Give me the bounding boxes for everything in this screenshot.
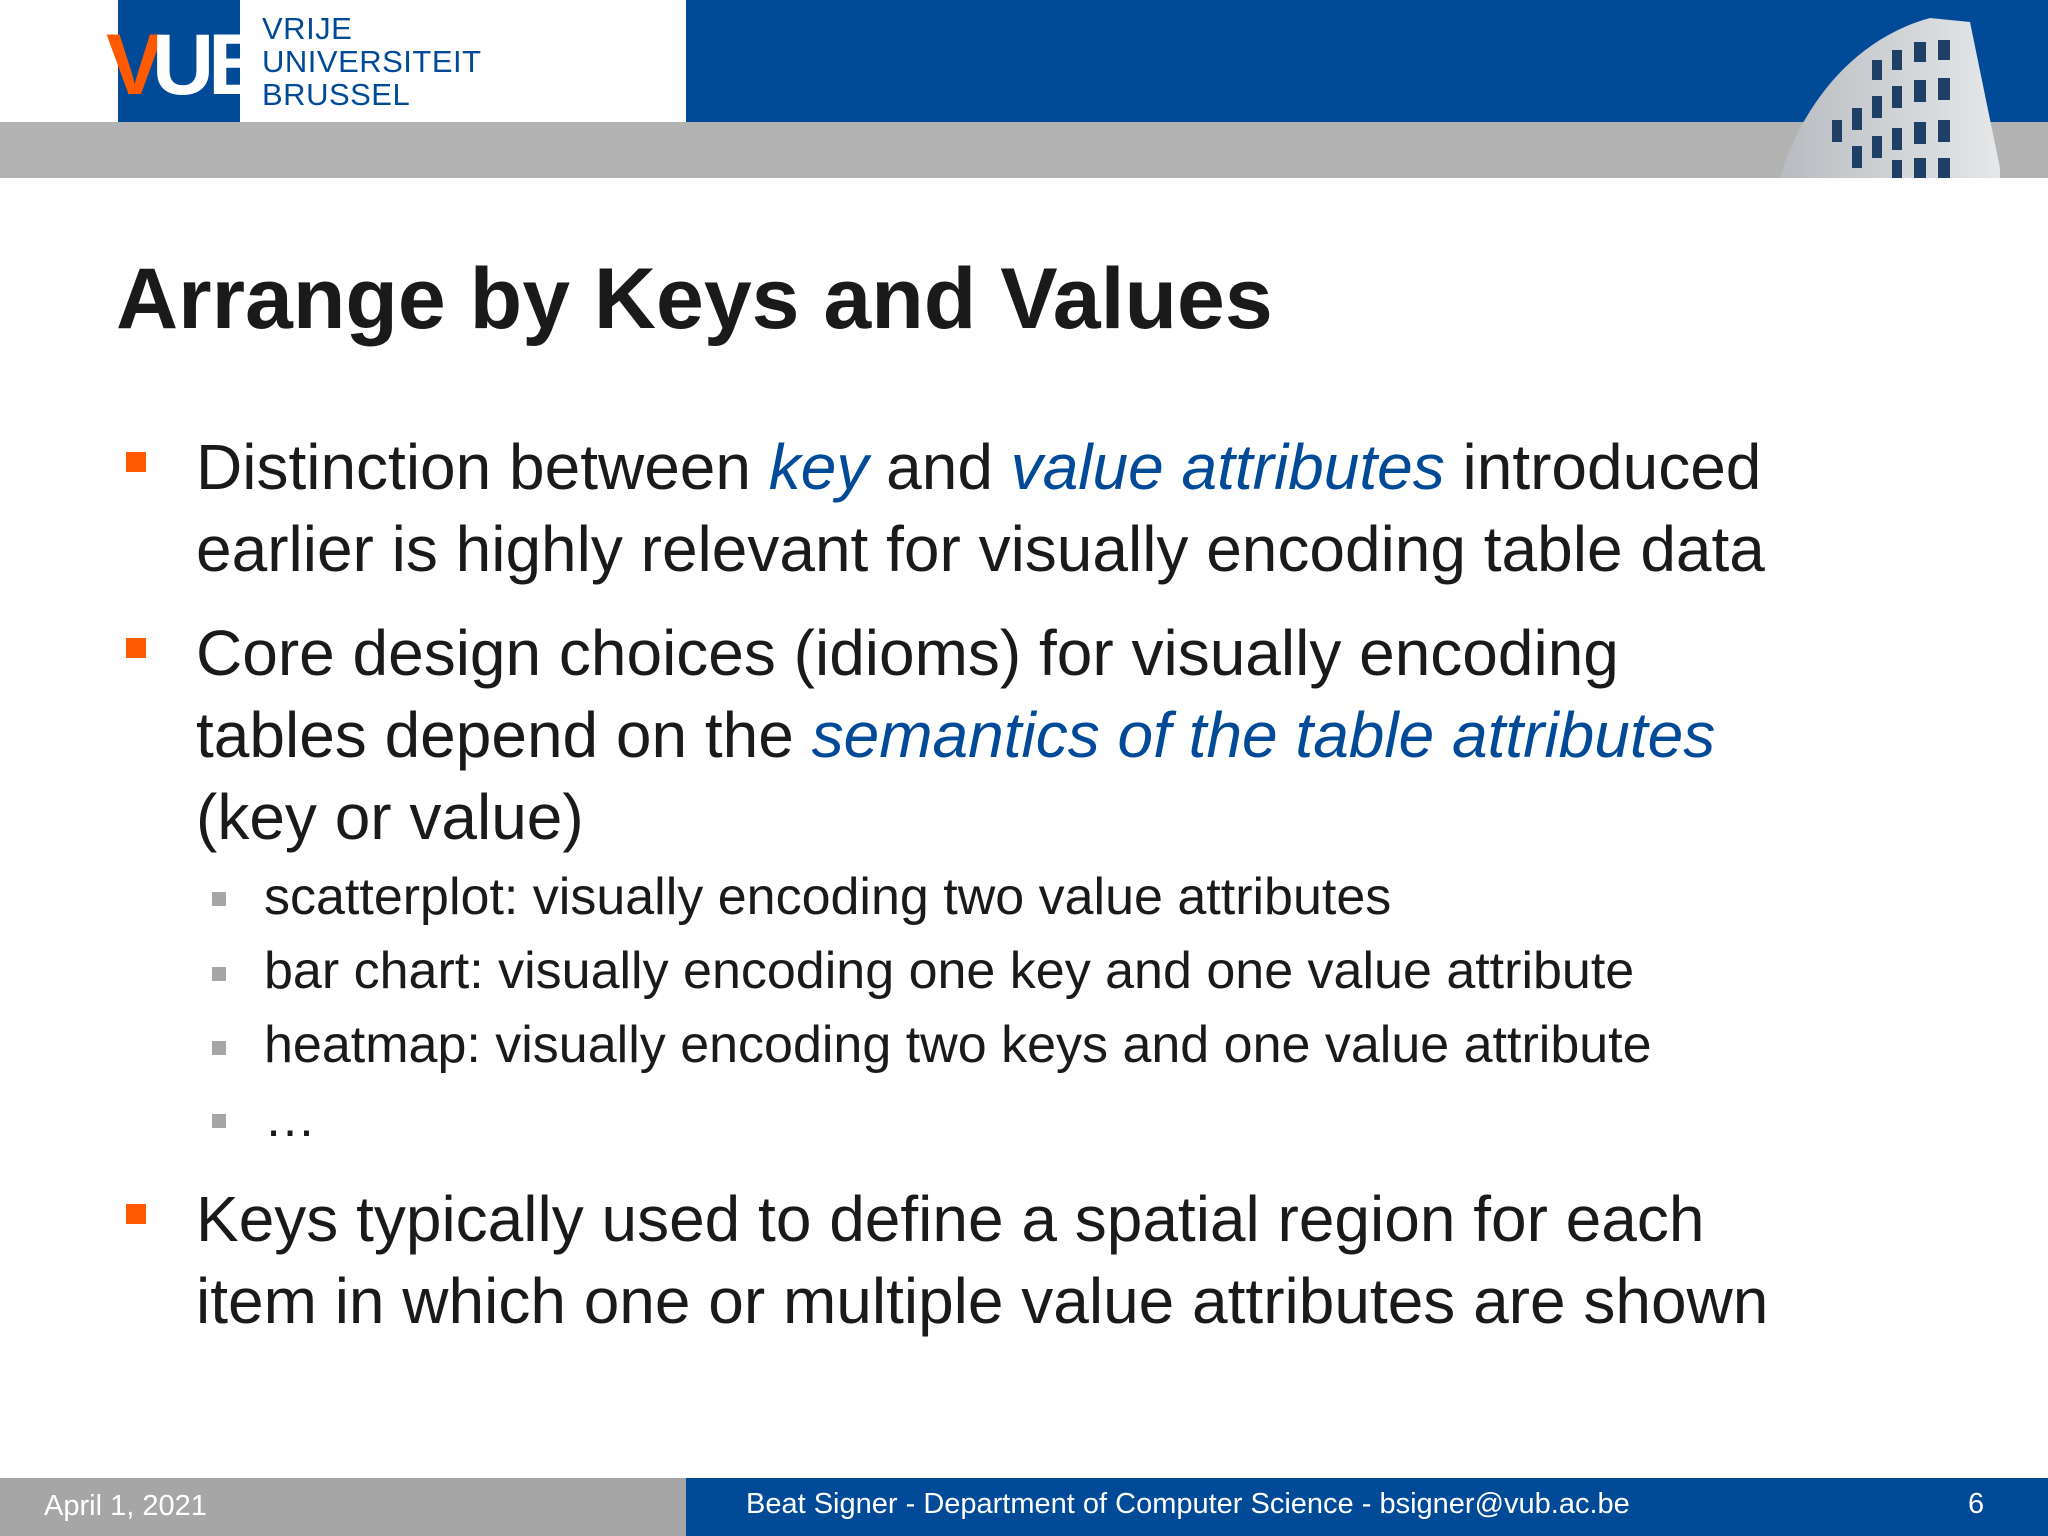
bullet-2-line-2 (196, 694, 1715, 776)
bullet-3-line-2 (196, 1260, 1768, 1342)
bullet-1-line-2 (196, 508, 1765, 590)
text: item in which one or multiple value attributes are shown (196, 1265, 1769, 1337)
emphasis-semantics: semantics of the table attributes (811, 699, 1716, 771)
bullet-marker-1 (126, 452, 146, 472)
text: Keys typically used to define a spatial region for each (196, 1183, 1705, 1255)
vub-logo-ub: UB (152, 17, 265, 113)
vub-logo-v: V (106, 17, 158, 113)
footer-author: Beat Signer - Department of Computer Science - bsigner@vub.ac.be (746, 1488, 1630, 1520)
text: tables depend on the (196, 699, 812, 771)
sub-bullet-bar-chart: bar chart: visually encoding one key and one value attribute (264, 942, 1635, 1000)
slide-title: Arrange by Keys and Values (116, 251, 1273, 347)
sub-bullet-marker (212, 1114, 226, 1128)
bullet-2-line-1 (196, 612, 1619, 694)
text: and (868, 431, 1011, 503)
bullet-2-line-3 (196, 776, 584, 858)
slide-footer (0, 1478, 2048, 1536)
logo-line-1: VRIJE (262, 11, 353, 46)
logo-line-3: BRUSSEL (262, 77, 411, 112)
text: Distinction between (196, 431, 769, 503)
vub-logo-text (262, 12, 482, 111)
text: introduced (1444, 431, 1762, 503)
sub-bullet-scatterplot: scatterplot: visually encoding two value attributes (264, 868, 1392, 926)
logo-line-2: UNIVERSITEIT (262, 44, 482, 79)
bullet-marker-2 (126, 638, 146, 658)
bullet-marker-3 (126, 1204, 146, 1224)
text: (key or value) (196, 781, 584, 853)
building-photo-icon (1740, 0, 2000, 178)
sub-bullet-marker (212, 892, 226, 906)
slide-header (0, 0, 2048, 178)
bullet-3-line-1 (196, 1178, 1704, 1260)
sub-bullet-marker (212, 1041, 226, 1055)
emphasis-value-attributes: value attributes (1010, 431, 1445, 503)
sub-bullet-ellipsis: … (264, 1090, 316, 1148)
text: earlier is highly relevant for visually encoding table data (196, 513, 1765, 585)
page-number: 6 (1968, 1488, 1985, 1520)
sub-bullet-marker (212, 967, 226, 981)
bullet-1-line-1 (196, 426, 1761, 508)
emphasis-key: key (768, 431, 869, 503)
footer-date: April 1, 2021 (44, 1490, 207, 1522)
sub-bullet-heatmap: heatmap: visually encoding two keys and one value attribute (264, 1016, 1652, 1074)
text: Core design choices (idioms) for visually encoding (196, 617, 1619, 689)
